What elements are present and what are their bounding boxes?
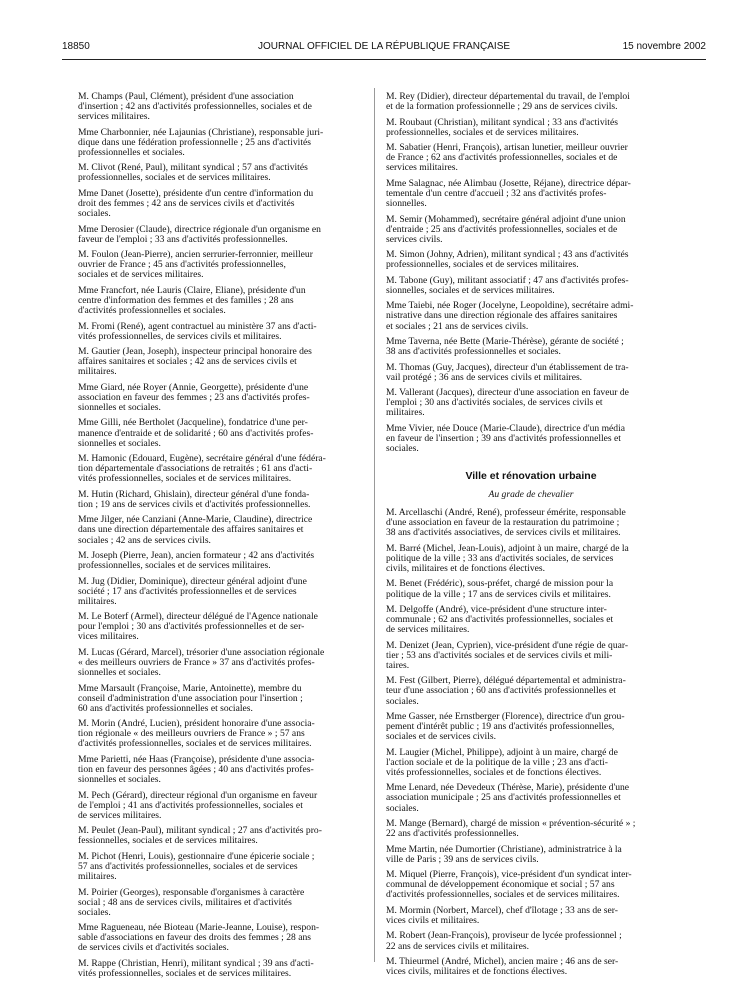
list-item: Mme Derosier (Claude), directrice régionale d'un organisme en faveur de l'emploi ; 33 ans d'activités professionnelles.	[78, 223, 321, 245]
list-item: Mme Francfort, née Lauris (Claire, Eliane), présidente d'un centre d'information des femmes et des familles ; 28 ans d'activités professionnelles et sociales.	[78, 284, 306, 317]
column-divider	[374, 88, 375, 962]
list-item: M. Vallerant (Jacques), directeur d'une association en faveur de l'emploi ; 30 ans d'activités sociales, de services civils et militaires.	[386, 387, 629, 419]
list-item: M. Semir (Mohammed), secrétaire général adjoint d'une union d'entraide ; 25 ans d'activités professionnelles, sociales et de services civils.	[386, 213, 626, 245]
section-title: Ville et rénovation urbaine	[465, 470, 597, 483]
left-column	[78, 92, 368, 984]
list-item: Mme Parietti, née Haas (Françoise), présidente d'une associa- tion en faveur des personnes âgées ; 40 ans d'activités profes- sionnelles et sociales.	[78, 753, 315, 786]
list-item: M. Denizet (Jean, Cyprien), vice-président d'une régie de quar- tier ; 53 ans d'activités sociales et de services civils et mili- taires.	[386, 639, 629, 671]
list-item: M. Fest (Gilbert, Pierre), délégué départemental et administra- teur d'une association ; 60 ans d'activités professionnelles et sociales.	[386, 675, 626, 707]
list-item: Mme Martin, née Dumortier (Christiane), administratrice à la ville de Paris ; 39 ans de services civils.	[386, 843, 622, 865]
list-item: M. Sabatier (Henri, François), artisan lunetier, meilleur ouvrier de France ; 62 ans d'activités professionnelles, sociales et de services militaires.	[386, 142, 628, 174]
list-item: M. Hutin (Richard, Ghislain), directeur général d'une fonda- tion ; 19 ans de services civils et d'activités professionnelles.	[78, 488, 311, 510]
page-header	[62, 41, 706, 55]
list-item: M. Barré (Michel, Jean-Louis), adjoint à un maire, chargé de la politique de la ville ; 33 ans d'activités sociales, de services civils, militaires et de fonctions électives.	[386, 542, 629, 574]
list-item: Mme Danet (Josette), présidente d'un centre d'information du droit des femmes ; 42 ans de services civils et d'activités sociales.	[78, 187, 314, 220]
list-item: M. Benet (Frédéric), sous-préfet, chargé de mission pour la politique de la ville ; 17 ans de services civils et militaires.	[386, 578, 614, 600]
list-item: M. Delgoffe (André), vice-président d'une structure inter- communale ; 62 ans d'activités professionnelles, sociales et de services militaires.	[386, 604, 614, 636]
list-item: M. Roubaut (Christian), militant syndical ; 33 ans d'activités professionnelles, sociales et de services militaires.	[386, 116, 618, 138]
list-item: M. Mormin (Norbert, Marcel), chef d'îlotage ; 33 ans de ser- vices civils et militaires.	[386, 904, 618, 926]
list-item: M. Poirier (Georges), responsable d'organismes à caractère social ; 48 ans de services civils, militaires et d'activités sociales.	[78, 886, 305, 918]
list-item: Mme Giard, née Royer (Annie, Georgette), présidente d'une association en faveur des femmes ; 23 ans d'activités profes- sionnelles et sociales.	[78, 381, 310, 413]
list-item: M. Fromi (René), agent contractuel au ministère 37 ans d'acti- vités professionnelles, de services civils et militaires.	[78, 320, 317, 342]
journal-title: JOURNAL OFFICIEL DE LA RÉPUBLIQUE FRANÇAISE	[257, 41, 511, 52]
list-item: M. Clivot (René, Paul), militant syndical ; 57 ans d'activités professionnelles, sociales et de services militaires.	[78, 162, 308, 184]
list-item: M. Simon (Johny, Adrien), militant syndical ; 43 ans d'activités professionnelles, sociales et de services militaires.	[386, 249, 629, 271]
list-item: M. Foulon (Jean-Pierre), ancien serrurier-ferronnier, meilleur ouvrier de France ; 45 ans d'activités professionnelles, sociales et de services militaires.	[78, 249, 313, 281]
list-item: M. Peulet (Jean-Paul), militant syndical ; 27 ans d'activités pro- fessionnelles, sociales et de services militaires.	[78, 825, 322, 847]
list-item: M. Gautier (Jean, Joseph), inspecteur principal honoraire des affaires sanitaires et sociales ; 42 ans de services civils et militaires.	[78, 346, 312, 378]
list-item: M. Morin (André, Lucien), président honoraire d'une associa- tion régionale « des meilleurs ouvriers de France » ; 57 ans d'activités professionnelles, sociales et de services militaires.	[78, 718, 315, 750]
list-item: M. Laugier (Michel, Philippe), adjoint à un maire, chargé de l'action sociale et de la politique de la ville ; 23 ans d'acti- vités professionnelles, sociales et de fonctions électives.	[386, 746, 618, 778]
list-item: M. Jug (Didier, Dominique), directeur général adjoint d'une société ; 17 ans d'activités professionnelles et de services militaires.	[78, 575, 307, 607]
list-item: M. Lucas (Gérard, Marcel), trésorier d'une association régionale « des meilleurs ouvriers de France » 37 ans d'activités profes- sionnelles et sociales.	[78, 646, 325, 679]
list-item: M. Hamonic (Edouard, Eugène), secrétaire général d'une fédéra- tion départementale d'associations de retraités ; 61 ans d'acti- vités professionnelles, sociales et de services militaires.	[78, 453, 326, 485]
list-item: M. Le Boterf (Armel), directeur délégué de l'Agence nationale pour l'emploi ; 30 ans d'activités professionnelles et de ser- vices militaires.	[78, 611, 318, 643]
right-column-entries	[386, 92, 676, 454]
list-item: M. Miquel (Pierre, François), vice-président d'un syndicat inter- communal de développement économique et social ; 57 ans d'activités professionnelles, sociales et de services militaires.	[386, 869, 632, 901]
list-item: M. Rey (Didier), directeur départemental du travail, de l'emploi et de la formation professionnelle ; 29 ans de services civils.	[386, 91, 630, 113]
list-item: Mme Taverna, née Bette (Marie-Thérèse), gérante de société ; 38 ans d'activités professionnelles et sociales.	[386, 336, 624, 358]
list-item: M. Robert (Jean-François), proviseur de lycée professionnel ; 22 ans de services civils et militaires.	[386, 930, 622, 952]
list-item: M. Arcellaschi (André, René), professeur émérite, responsable d'une association en faveur de la restauration du patrimoine ; 38 ans d'activités associatives, de services civils et militaires.	[386, 507, 626, 539]
list-item: M. Thieurmel (André, Michel), ancien maire ; 46 ans de ser- vices civils, militaires et de fonctions électives.	[386, 956, 619, 978]
list-item: Mme Gasser, née Ernstberger (Florence), directrice d'un grou- pement d'intérêt public ; 19 ans d'activités professionnelles, sociales et de services civils.	[386, 711, 625, 743]
list-item: Mme Charbonnier, née Lajaunias (Christiane), responsable juri- dique dans une fédération professionnelle ; 25 ans d'activités professionnelles et sociales.	[78, 126, 324, 158]
list-item: Mme Marsault (Françoise, Marie, Antoinette), membre du conseil d'administration d'une association pour l'insertion ; 60 ans d'activités professionnelles et sociales.	[78, 682, 303, 714]
section-subtitle: Au grade de chevalier	[488, 489, 574, 501]
list-item: M. Tabone (Guy), militant associatif ; 47 ans d'activités profes- sionnelles, sociales et de services militaires.	[386, 274, 629, 296]
page-number: 18850	[62, 41, 90, 52]
header-rule	[62, 59, 706, 60]
list-item: Mme Salagnac, née Alimbau (Josette, Réjane), directrice dépar- tementale d'un centre d'accueil ; 32 ans d'activités profes- sionnelles.	[386, 177, 631, 210]
list-item: Mme Jilger, née Canziani (Anne-Marie, Claudine), directrice dans une direction départementale des affaires sanitaires et sociales ; 42 ans de services civils.	[78, 514, 313, 546]
right-column	[386, 92, 676, 983]
list-item: M. Pech (Gérard), directeur régional d'un organisme en faveur de l'emploi ; 41 ans d'activités professionnelles, sociales et de services militaires.	[78, 789, 318, 821]
list-item: Mme Taiebi, née Roger (Jocelyne, Leopoldine), secrétaire admi- nistrative dans une direction régionale des affaires sanitaires et sociales ; 21 ans de services civils.	[386, 300, 634, 332]
publication-date: 15 novembre 2002	[622, 41, 706, 52]
list-item: M. Rappe (Christian, Henri), militant syndical ; 39 ans d'acti- vités professionnelles, sociales et de services militaires.	[78, 957, 314, 979]
list-item: Mme Lenard, née Devedeux (Thérèse, Marie), présidente d'une association municipale ; 25 ans d'activités professionnelles et sociales.	[386, 782, 630, 814]
list-item: M. Mange (Bernard), chargé de mission « prévention-sécurité » ; 22 ans d'activités professionnelles.	[386, 818, 636, 840]
list-item: M. Pichot (Henri, Louis), gestionnaire d'une épicerie sociale ; 57 ans d'activités professionnelles, sociales et de services militaires.	[78, 850, 315, 883]
list-item: M. Champs (Paul, Clément), président d'une association d'insertion ; 42 ans d'activités professionnelles, sociales et de services militaires.	[78, 91, 312, 123]
list-item: Mme Vivier, née Douce (Marie-Claude), directrice d'un média en faveur de l'insertion ; 39 ans d'activités professionnelles et sociales.	[386, 422, 626, 455]
list-item: M. Joseph (Pierre, Jean), ancien formateur ; 42 ans d'activités professionnelles, sociales et de services militaires.	[78, 550, 315, 572]
section-entries	[386, 508, 676, 977]
list-item: Mme Ragueneau, née Bioteau (Marie-Jeanne, Louise), respon- sable d'associations en faveur des droits des femmes ; 28 ans de services civils et d'activités sociales.	[78, 922, 320, 954]
list-item: M. Thomas (Guy, Jacques), directeur d'un établissement de tra- vail protégé ; 36 ans de services civils et militaires.	[386, 361, 629, 383]
list-item: Mme Gilli, née Bertholet (Jacqueline), fondatrice d'une per- manence d'entraide et de solidarité ; 60 ans d'activités profes- sionnelles et sociales.	[78, 417, 314, 449]
